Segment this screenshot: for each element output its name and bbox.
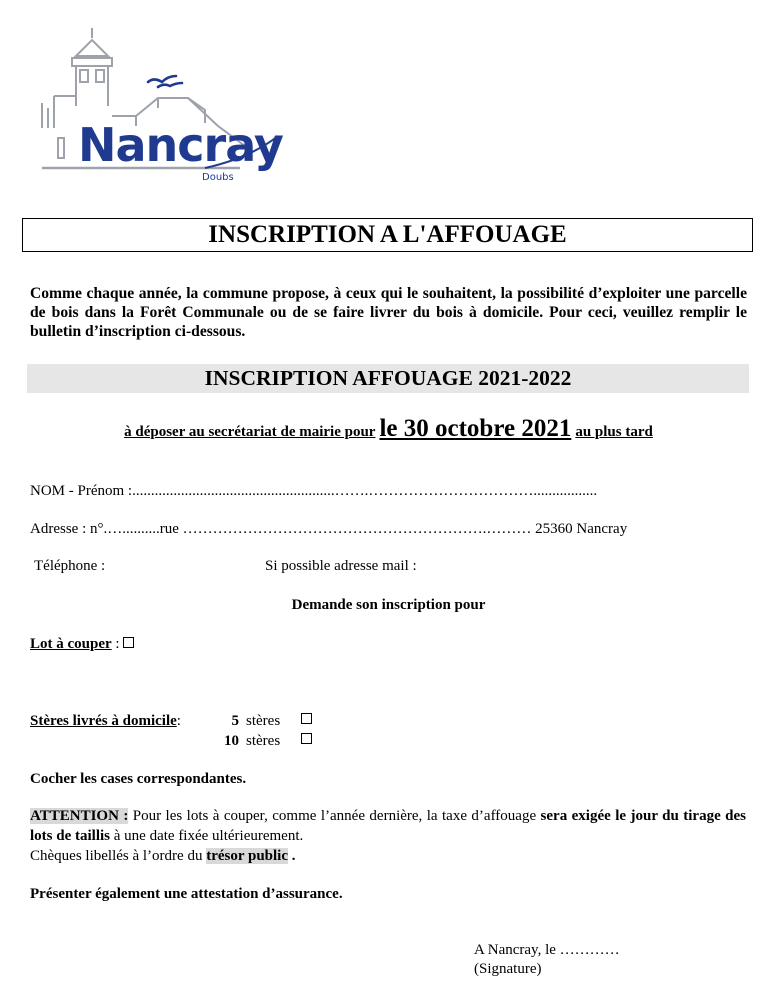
- attention-text-1: Pour les lots à couper, comme l’année dernière, la taxe d’affouage: [128, 808, 541, 824]
- logo-subtitle: Doubs: [202, 172, 234, 183]
- steres-qty-5: [200, 713, 239, 730]
- subtitle: INSCRIPTION AFFOUAGE 2021-2022: [204, 366, 572, 390]
- signature-place: A Nancray, le …………: [474, 942, 620, 958]
- nancray-logo-graphic: [40, 28, 285, 188]
- deposit-date: le 30 octobre 2021: [379, 415, 572, 442]
- nom-line: [30, 483, 597, 500]
- birds-icon: [148, 76, 182, 87]
- steres-unit-10: stères: [246, 733, 281, 749]
- attention-text-2: à une date fixée ultérieurement.: [110, 828, 304, 844]
- steres-colon: :: [176, 713, 181, 729]
- cheques-bold: trésor public: [206, 848, 289, 864]
- steres-label-row: [30, 713, 181, 730]
- intro-paragraph: Comme chaque année, la commune propose, à ceux qui le souhaitent, la possibilité d’exploiter une parcelle de bois dans la Forêt Communale ou de se faire livrer du bois à domicile. Pour ceci, veuillez remplir le bulletin d’inscription ci-dessous.: [30, 285, 747, 340]
- deposit-prefix: à déposer au secrétariat de mairie pour: [124, 424, 376, 440]
- subtitle-bar: [27, 364, 749, 393]
- title-box: [22, 218, 753, 252]
- attention-label: ATTENTION :: [30, 808, 129, 824]
- lot-colon: :: [115, 636, 120, 652]
- steres-qty-5-value: 5: [231, 713, 239, 729]
- cheques-end: .: [288, 848, 296, 864]
- cocher-text: Cocher les cases correspondantes.: [30, 771, 247, 787]
- steres-qty-10: [200, 733, 239, 750]
- steres-qty-10-value: 10: [224, 733, 239, 749]
- page-title: INSCRIPTION A L'AFFOUAGE: [208, 221, 567, 248]
- deposit-suffix: au plus tard: [575, 424, 653, 440]
- demande-text: Demande son inscription pour: [291, 597, 486, 613]
- cheques-text: Chèques libellés à l’ordre du: [30, 848, 207, 864]
- lot-checkbox[interactable]: [123, 637, 134, 648]
- adresse-city: 25360 Nancray: [535, 521, 628, 537]
- cheques-line: [30, 848, 296, 865]
- steres-label: Stères livrés à domicile: [30, 713, 177, 729]
- attention-paragraph: [30, 806, 746, 846]
- assurance-text: Présenter également une attestation d’assurance.: [30, 886, 343, 902]
- lot-row: [30, 636, 134, 653]
- nom-field[interactable]: ......................................................…….…………………………….................: [132, 483, 598, 499]
- lot-label: Lot à couper: [30, 636, 112, 652]
- mail-label: Si possible adresse mail :: [265, 558, 417, 574]
- nancray-logo: [40, 28, 285, 188]
- adresse-field[interactable]: …………………………………………………….………: [182, 521, 532, 537]
- deposit-line: [0, 415, 777, 443]
- signature-label: (Signature): [474, 961, 542, 977]
- adresse-line: [30, 521, 627, 538]
- steres-10-checkbox[interactable]: [301, 733, 312, 744]
- steres-5-checkbox[interactable]: [301, 713, 312, 724]
- nom-label: NOM - Prénom :: [30, 483, 133, 499]
- telephone-label: Téléphone :: [34, 558, 106, 574]
- attention-bold: sera exigée le jour du tirage des lots de taillis: [30, 808, 747, 844]
- logo-name: Nancray: [78, 118, 283, 172]
- adresse-label: Adresse : n°.…..........rue: [30, 521, 179, 537]
- steres-unit-5: stères: [246, 713, 281, 729]
